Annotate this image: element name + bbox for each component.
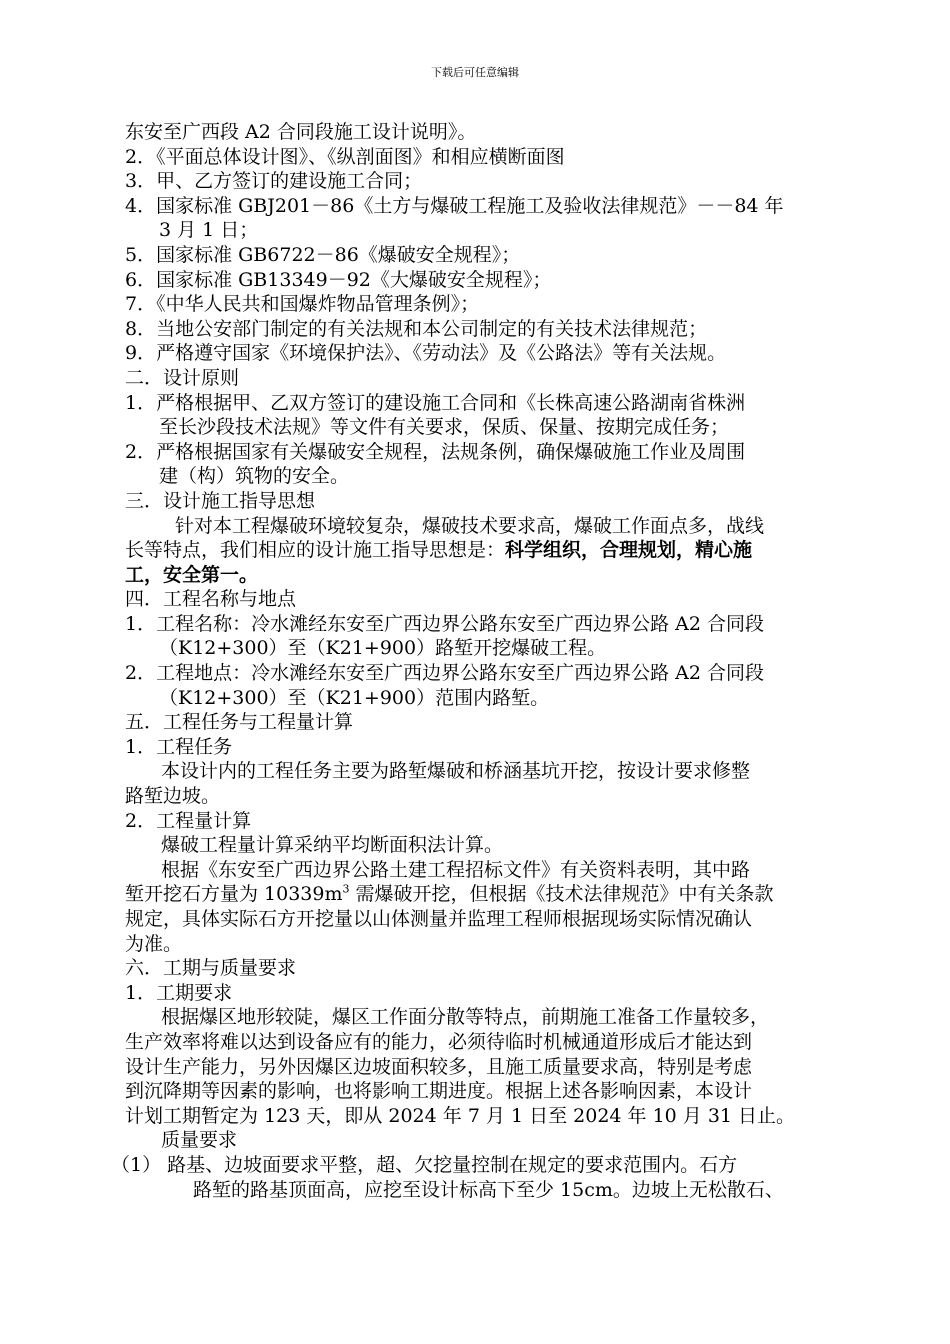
paragraph-line: 本设计内的工程任务主要为路堑爆破和桥涵基坑开挖，按设计要求修整	[161, 760, 751, 783]
paragraph-line: 计划工期暂定为 123 天，即从 2024 年 7 月 1 日至 2024 年 10 月 31 日止。	[125, 1104, 796, 1127]
document-body	[111, 120, 875, 1202]
paragraph-line: 针对本工程爆破环境较复杂，爆破技术要求高，爆破工作面点多，战线	[175, 514, 765, 537]
paragraph-line: 到沉降期等因素的影响，也将影响工期进度。根据上述各影响因素，本设计	[125, 1080, 753, 1103]
subheading: 质量要求	[161, 1129, 238, 1152]
section-heading-5: 五．工程任务与工程量计算	[125, 711, 354, 734]
page-header: 下载后可任意编辑	[431, 66, 519, 79]
list-item: 2．严格根据国家有关爆破安全规程，法规条例，确保爆破施工作业及周围	[125, 440, 746, 463]
superscript: 3	[342, 883, 350, 897]
list-item: 1．严格根据甲、乙双方签订的建设施工合同和《长株高速公路湖南省株洲	[125, 391, 746, 414]
paragraph-line	[125, 882, 875, 907]
text-line: 东安至广西段 A2 合同段施工设计说明》。	[125, 121, 477, 143]
list-item: 2．《平面总体设计图》、《纵剖面图》和相应横断面图	[125, 145, 565, 168]
list-item: 4．国家标准 GBJ201－86《土方与爆破工程施工及验收法律规范》－－84 年	[125, 194, 784, 217]
section-heading-6: 六．工期与质量要求	[125, 957, 297, 980]
paragraph-line: 生产效率将难以达到设备应有的能力，必须待临时机械通道形成后才能达到	[125, 1030, 753, 1053]
list-item: （1） 路基、边坡面要求平整，超、欠挖量控制在规定的要求范围内。石方	[111, 1153, 738, 1176]
list-item-continuation: 3 月 1 日；	[159, 219, 259, 242]
list-item-continuation: 路堑的路基顶面高，应挖至设计标高下至少 15cm。边坡上无松散石、	[193, 1178, 784, 1201]
guiding-principle-bold: 工，安全第一。	[125, 563, 259, 586]
paragraph-text: 堑开挖石方量为 10339m	[125, 883, 343, 906]
paragraph-line: 设计生产能力，另外因爆区边坡面积较多，且施工质量要求高，特别是考虑	[125, 1055, 753, 1078]
paragraph-line: 路堑边坡。	[125, 785, 221, 808]
subheading: 1．工程任务	[125, 735, 233, 758]
paragraph-line: 规定，具体实际石方开挖量以山体测量并监理工程师根据现场实际情况确认	[125, 908, 753, 930]
subheading: 1．工期要求	[125, 981, 233, 1004]
paragraph-line	[125, 538, 875, 563]
paragraph-line: 为准。	[125, 932, 183, 955]
guiding-principle-bold: 科学组织，合理规划，精心施	[505, 539, 753, 562]
list-item-continuation: （K12+300）至（K21+900）路堑开挖爆破工程。	[159, 637, 607, 660]
list-item: 8．当地公安部门制定的有关法规和本公司制定的有关技术法律规范；	[125, 317, 708, 340]
subheading: 2．工程量计算	[125, 809, 252, 832]
list-item: 1．工程名称：冷水滩经东安至广西边界公路东安至广西边界公路 A2 合同段	[125, 612, 764, 635]
list-item-continuation: 至长沙段技术法规》等文件有关要求，保质、保量、按期完成任务；	[159, 416, 730, 439]
list-item: 6．国家标准 GB13349－92《大爆破安全规程》；	[125, 268, 552, 291]
paragraph-line: 根据爆区地形较陡，爆区工作面分散等特点，前期施工准备工作量较多，	[161, 1006, 770, 1029]
section-heading-2: 二．设计原则	[125, 366, 240, 389]
paragraph-text: 长等特点，我们相应的设计施工指导思想是：	[125, 539, 506, 562]
paragraph-line: 根据《东安至广西边界公路土建工程招标文件》有关资料表明，其中路	[161, 858, 751, 881]
list-item: 7．《中华人民共和国爆炸物品管理条例》；	[125, 293, 480, 316]
paragraph-line	[125, 563, 875, 588]
paragraph-text: 需爆破开挖，但根据《技术法律规范》中有关条款	[349, 883, 774, 906]
list-item-continuation: 建（构）筑物的安全。	[159, 465, 350, 488]
paragraph-line: 爆破工程量计算采纳平均断面积法计算。	[161, 834, 504, 857]
section-heading-4: 四．工程名称与地点	[125, 588, 297, 611]
section-heading-3: 三．设计施工指导思想	[125, 489, 316, 512]
list-item-continuation: （K12+300）至（K21+900）范围内路堑。	[159, 686, 550, 709]
list-item: 3．甲、乙方签订的建设施工合同；	[125, 170, 423, 193]
list-item: 9．严格遵守国家《环境保护法》、《劳动法》及《公路法》等有关法规。	[125, 342, 727, 365]
list-item: 2．工程地点：冷水滩经东安至广西边界公路东安至广西边界公路 A2 合同段	[125, 662, 764, 685]
list-item: 5．国家标准 GB6722－86《爆破安全规程》；	[125, 243, 521, 266]
